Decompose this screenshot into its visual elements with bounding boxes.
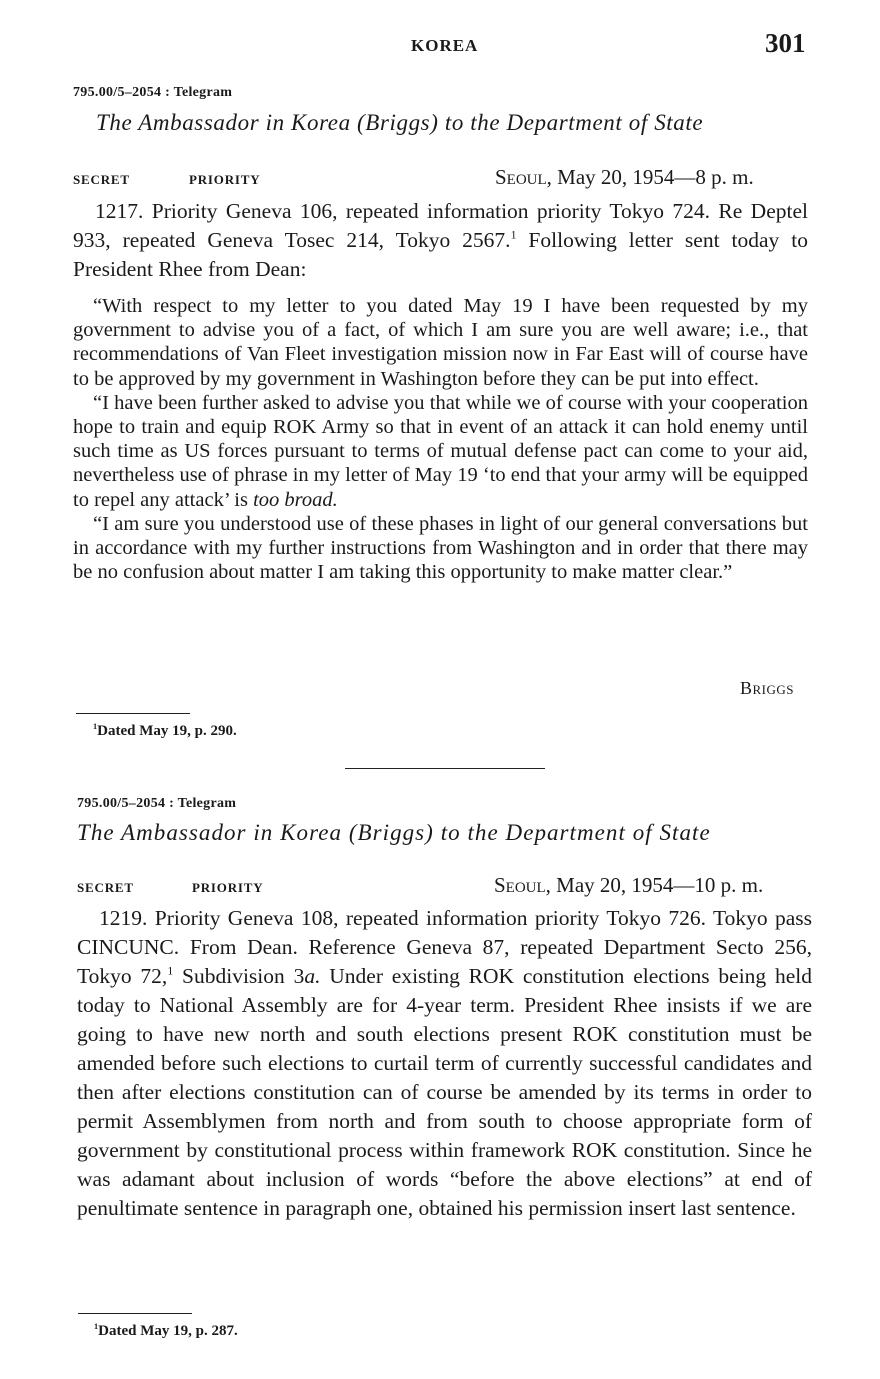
doc2-subdivision-letter: a.: [304, 964, 321, 988]
doc2-date-time: , May 20, 1954—10 p. m.: [545, 873, 764, 897]
doc2-footnote-text: Dated May 19, p. 287.: [98, 1323, 238, 1339]
doc2-body-paragraph: [77, 904, 812, 1223]
doc2-body-text-b: Subdivision 3: [173, 964, 305, 988]
doc1-footnote-rule: [76, 713, 190, 714]
doc1-letter: [73, 294, 808, 584]
letter-paragraph-3: “I am sure you understood use of these phases in light of our general conversations but in accordance with my further instructions from Washington and in order that there may be no confusion about matter I am taking this opportunity to make matter clear.”: [73, 512, 808, 584]
doc1-footnote: [93, 723, 237, 740]
letter-paragraph-2: [73, 391, 808, 512]
doc2-classification: SECRET: [77, 880, 134, 895]
doc1-footnote-ref: 1: [510, 227, 517, 242]
doc1-file-reference: 795.00/5–2054 : Telegram: [73, 85, 233, 100]
letter-paragraph-1: “With respect to my letter to you dated May 19 I have been requested by my government to advise you of a fact, of which I am sure you are well aware; i.e., that recommendations of Van Fleet investigation mission now in Far East will of course have to be approved by my government in Washington before they can be put into effect.: [73, 295, 808, 390]
doc2-file-reference: 795.00/5–2054 : Telegram: [77, 796, 237, 811]
letter-emphasis: too broad.: [253, 488, 338, 511]
doc1-footnote-text: Dated May 19, p. 290.: [97, 723, 237, 739]
doc2-body-text-a: 1219. Priority Geneva 108, repeated information priority Tokyo 726. Tokyo pass CINCUNC. From Dean. Reference Geneva 87, repeated Department Secto 256, Tokyo 72,: [77, 906, 812, 988]
doc1-footnote-mark: 1: [93, 722, 98, 732]
doc1-classification: SECRET: [73, 172, 130, 187]
doc1-title: The Ambassador in Korea (Briggs) to the Department of State: [96, 110, 704, 135]
doc1-intro-paragraph: [73, 197, 808, 284]
doc1-dateline: [495, 165, 754, 190]
doc2-footnote: [94, 1323, 238, 1340]
section-separator-rule: [345, 768, 545, 769]
page-number: 301: [765, 28, 806, 58]
doc2-title: The Ambassador in Korea (Briggs) to the Department of State: [77, 820, 711, 845]
doc1-intro-tail: Following letter sent today to President Rhee from Dean:: [73, 228, 808, 281]
doc2-dateline: [494, 873, 763, 898]
doc1-intro-text: 1217. Priority Geneva 106, repeated information priority Tokyo 724. Re Deptel 933, repeated Geneva Tosec 214, Tokyo 2567.: [73, 199, 808, 252]
letter-paragraph-2-text: “I have been further asked to advise you that while we of course with your cooperation hope to train and equip ROK Army so that in event of an attack it can hold enemy until such time as US forces pursuant to terms of mutual defense pact can come to your aid, nevertheless use of phrase in my letter of May 19 ‘to end that your army will be equipped to repel any attack’ is: [73, 391, 808, 511]
doc2-precedence: PRIORITY: [192, 880, 264, 895]
doc1-place: Seoul: [495, 165, 547, 189]
doc1-signature: Briggs: [740, 678, 795, 698]
doc2-footnote-mark: 1: [94, 1322, 99, 1332]
doc2-footnote-rule: [78, 1313, 192, 1314]
doc2-footnote-ref: 1: [167, 963, 174, 978]
doc1-date-time: , May 20, 1954—8 p. m.: [546, 165, 754, 189]
doc2-body-text-c: Under existing ROK constitution elections being held today to National Assembly are for 4-year term. President Rhee insists if we are going to have new north and south elections present ROK constitution must be amended before such elections to curtail term of currently successful candidates and then after elections constitution can of course be amended by its terms in order to permit Assemblymen from north and from south to choose appropriate form of government by constitutional process within framework ROK constitution. Since he was adamant about inclusion of words “before the above elections” at end of penultimate sentence in paragraph one, obtained his permission insert last sentence.: [77, 964, 812, 1220]
doc2-place: Seoul: [494, 873, 546, 897]
running-head: KOREA: [411, 36, 479, 55]
doc1-precedence: PRIORITY: [189, 172, 261, 187]
